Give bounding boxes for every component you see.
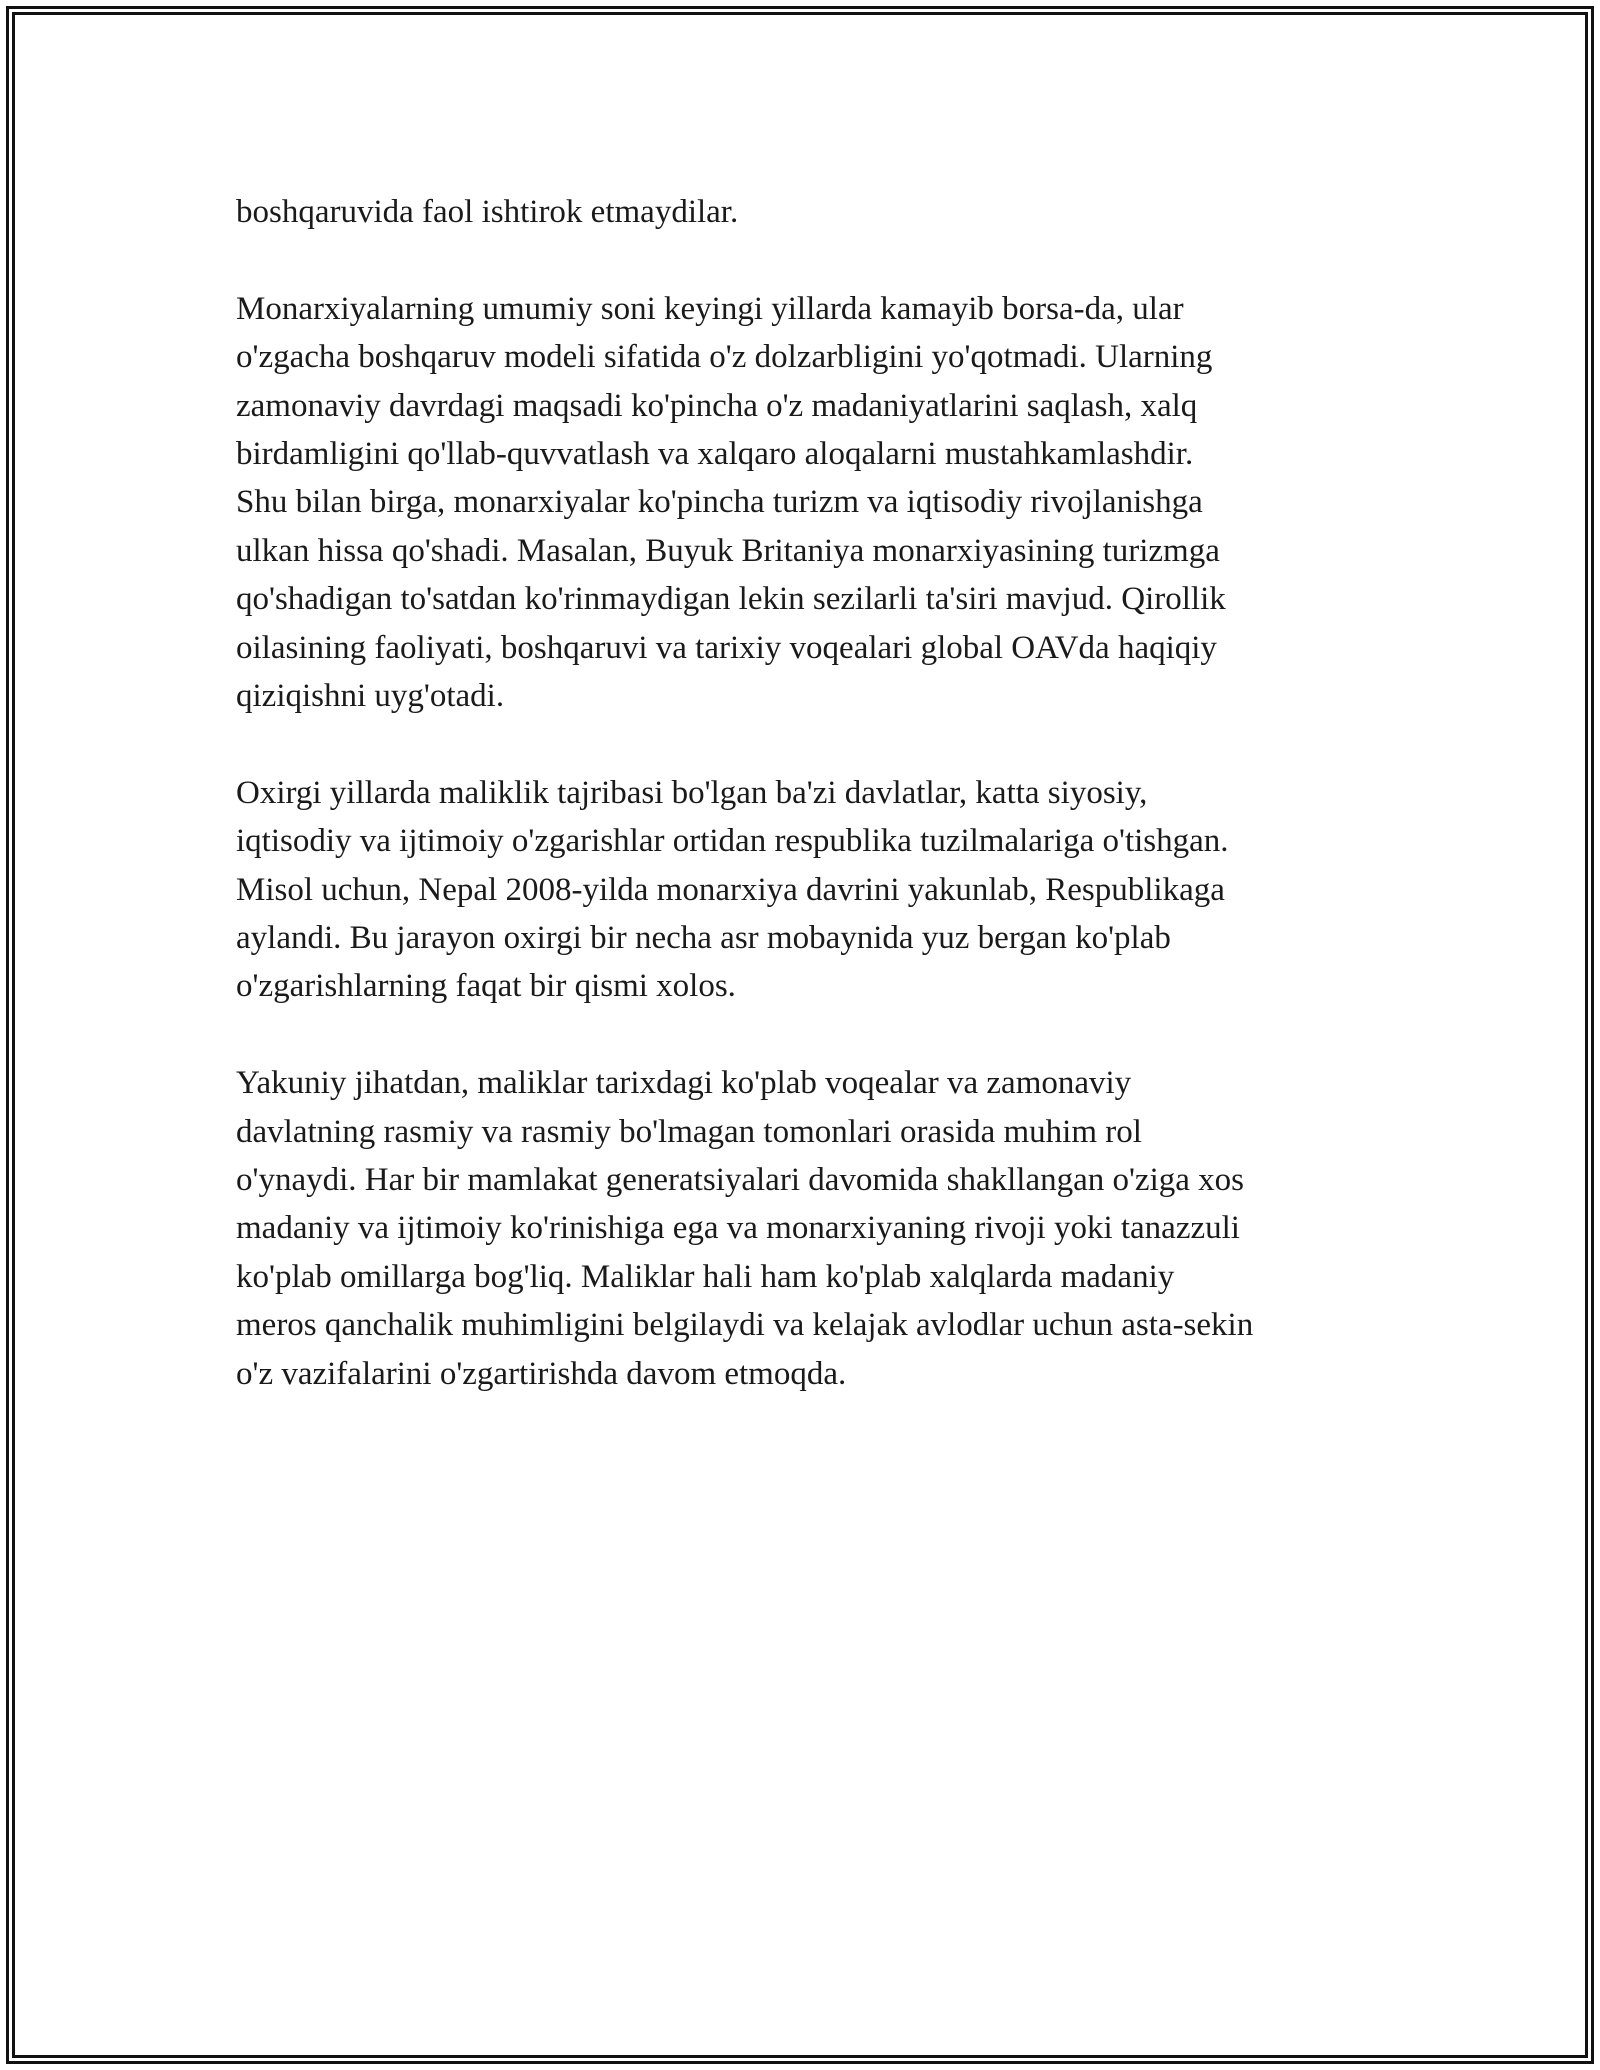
paragraph-1: boshqaruvida faol ishtirok etmaydilar. — [236, 194, 739, 230]
paragraph-4: Yakuniy jihatdan, maliklar tarixdagi ko'plab voqealar va zamonaviy davlatning rasmiy va rasmiy bo'lmagan tomonlari orasida muhim rol o'ynaydi. Har bir mamlakat generatsiyalari davomida shakllangan o'ziga xos madaniy va ijtimoiy ko'rinishiga ega va monarxiyaning rivoji yoki tanazzuli ko'plab omillarga bog'liq. Maliklar hali ham ko'plab xalqlarda madaniy meros qanchalik muhimligini belgilaydi va kelajak avlodlar uchun asta-sekin o'z vazifalarini o'zgartirishda davom etmoqda. — [236, 1065, 1254, 1392]
paragraph-3: Oxirgi yillarda maliklik tajribasi bo'lgan ba'zi davlatlar, katta siyosiy, iqtisodiy va ijtimoiy o'zgarishlar ortidan respublika tuzilmalariga o'tishgan. Misol uchun, Nepal 2008-yilda monarxiya davrini yakunlab, Respublikaga aylandi. Bu jarayon oxirgi bir necha asr mobaynida yuz bergan ko'plab o'zgarishlarning faqat bir qismi xolos. — [236, 774, 1229, 1005]
document-body — [236, 188, 1386, 1447]
paragraph-2: Monarxiyalarning umumiy soni keyingi yillarda kamayib borsa-da, ular o'zgacha boshqaruv modeli sifatida o'z dolzarbligini yo'qotmadi. Ularning zamonaviy davrdagi maqsadi ko'pincha o'z madaniyatlarini saqlash, xalq birdamligini qo'llab-quvvatlash va xalqaro aloqalarni mustahkamlashdir. Shu bilan birga, monarxiyalar ko'pincha turizm va iqtisodiy rivojlanishga ulkan hissa qo'shadi. Masalan, Buyuk Britaniya monarxiyasining turizmga qo'shadigan to'satdan ko'rinmaydigan lekin sezilarli ta'siri mavjud. Qirollik oilasining faoliyati, boshqaruvi va tarixiy voqealari global OAVda haqiqiy qiziqishni uyg'otadi. — [236, 290, 1226, 715]
